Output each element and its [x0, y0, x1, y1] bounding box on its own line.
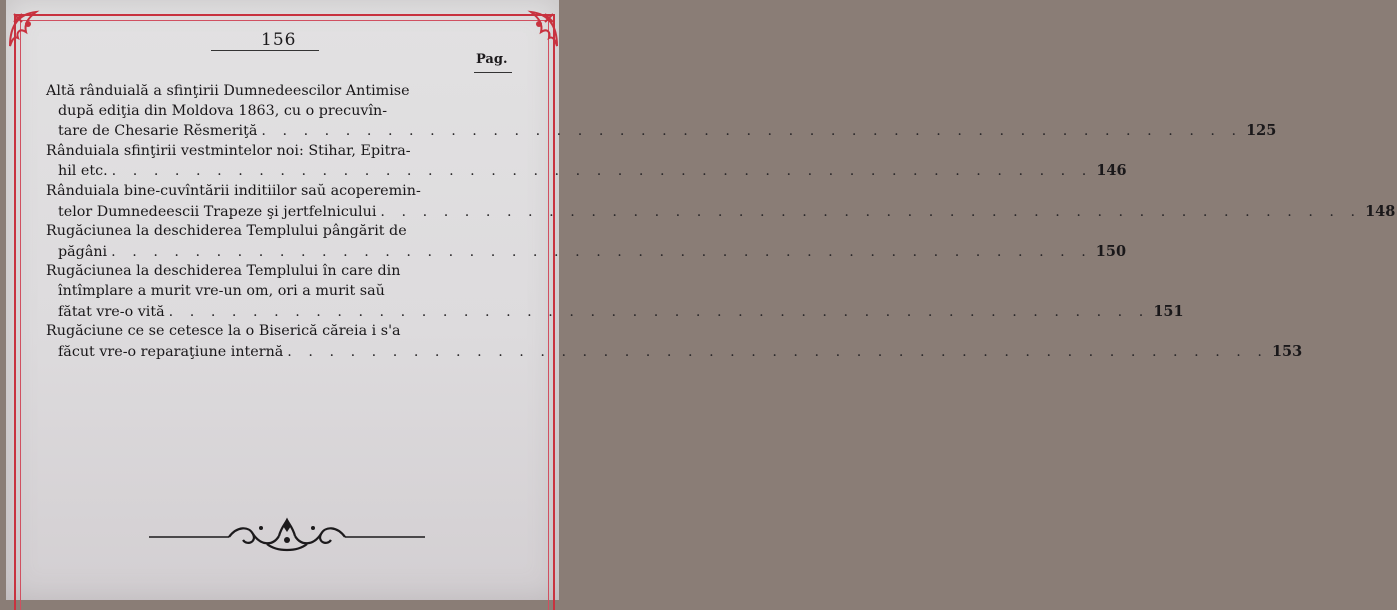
page-number: 156: [261, 30, 297, 50]
toc-page-number: 146: [1096, 162, 1127, 180]
toc-page-number: 148: [1365, 202, 1396, 220]
toc-entry-text: Altă rânduială a sfinţirii Dumnedeescilor Antimise: [46, 83, 410, 99]
toc-page-number: 150: [1095, 242, 1127, 260]
book-page: [6, 0, 1396, 600]
corner-ornament-icon: [6, 6, 50, 50]
leader-dots: . . . . . . . . . . . . . . . . . . . . . . . . . . . . . . . . . . . . . . . . . . . . . . .: [287, 343, 1268, 360]
leader-dots: . . . . . . . . . . . . . . . . . . . . . . . . . . . . . . . . . . . . . . . . . . . . . . .: [111, 163, 1093, 180]
toc-page-number: 125: [1246, 122, 1277, 140]
toc-entry-line: [46, 121, 1277, 142]
toc-entry-text: Rugăciune ce se cetesce la o Biserică căreia i s'a: [46, 323, 401, 340]
toc-entry-line: [46, 262, 524, 282]
leader-dots: . . . . . . . . . . . . . . . . . . . . . . . . . . . . . . . . . . . . . . . . . . . . . . .: [380, 203, 1362, 220]
corner-ornament-icon: [517, 6, 561, 50]
toc-entry: [46, 322, 1303, 362]
toc-entry: [46, 142, 1127, 182]
toc-entry-text: Rugăciunea la deschiderea Templului în care din: [46, 263, 401, 280]
toc-entry: [46, 82, 1277, 142]
toc-page-number: 153: [1271, 342, 1303, 360]
toc-entry-text: telor Dumnedeescii Trapeze şi jertfelnicului: [58, 203, 377, 220]
toc-entry-line: [46, 102, 524, 122]
toc-entry-line: [46, 322, 524, 342]
toc-entry-text: făcut vre-o reparaţiune internă: [58, 343, 284, 360]
table-of-contents: [46, 82, 1396, 362]
toc-entry-text: după ediţia din Moldova 1863, cu o precuvîn-: [58, 102, 388, 119]
toc-entry-line: [46, 142, 524, 162]
toc-entry-text: Rânduiala bine-cuvîntării inditiilor saŭ acoperemin-: [46, 182, 421, 199]
toc-entry-text: tare de Chesarie Rĕsmeriţă: [58, 123, 258, 140]
toc-entry: [46, 222, 1127, 262]
toc-entry-text: fătat vre-o vită: [58, 303, 165, 320]
toc-entry-text: Rânduiala sfinţirii vestmintelor noi: Stihar, Epitra-: [46, 142, 411, 159]
toc-entry-line: [46, 82, 524, 102]
toc-entry-text: hil etc.: [58, 163, 108, 180]
toc-entry-line: [46, 182, 524, 202]
toc-entry-line: [46, 222, 524, 242]
toc-page-number: 151: [1153, 302, 1184, 320]
leader-dots: . . . . . . . . . . . . . . . . . . . . . . . . . . . . . . . . . . . . . . . . . . . . . . .: [168, 303, 1150, 320]
toc-entry-line: [46, 302, 1184, 323]
pag-header-rule: [474, 72, 512, 73]
toc-entry-text: întîmplare a murit vre-un om, ori a murit saŭ: [58, 282, 385, 299]
pag-column-header: Pag.: [476, 52, 508, 67]
toc-entry-line: [46, 202, 1396, 223]
toc-entry: [46, 262, 1184, 322]
toc-entry-line: [46, 282, 524, 302]
toc-entry-line: [46, 342, 1303, 363]
tailpiece-ornament-icon: [149, 516, 425, 556]
toc-entry-line: [46, 161, 1127, 182]
toc-entry-line: [46, 242, 1127, 263]
leader-dots: . . . . . . . . . . . . . . . . . . . . . . . . . . . . . . . . . . . . . . . . . . . . . . .: [111, 243, 1092, 260]
toc-entry: [46, 182, 1396, 222]
toc-entry-text: Rugăciunea la deschiderea Templului pângărit de: [46, 223, 407, 240]
leader-dots: . . . . . . . . . . . . . . . . . . . . . . . . . . . . . . . . . . . . . . . . . . . . . . .: [261, 123, 1243, 140]
toc-entry-text: păgâni: [58, 243, 108, 260]
page-number-rule: [211, 50, 319, 51]
